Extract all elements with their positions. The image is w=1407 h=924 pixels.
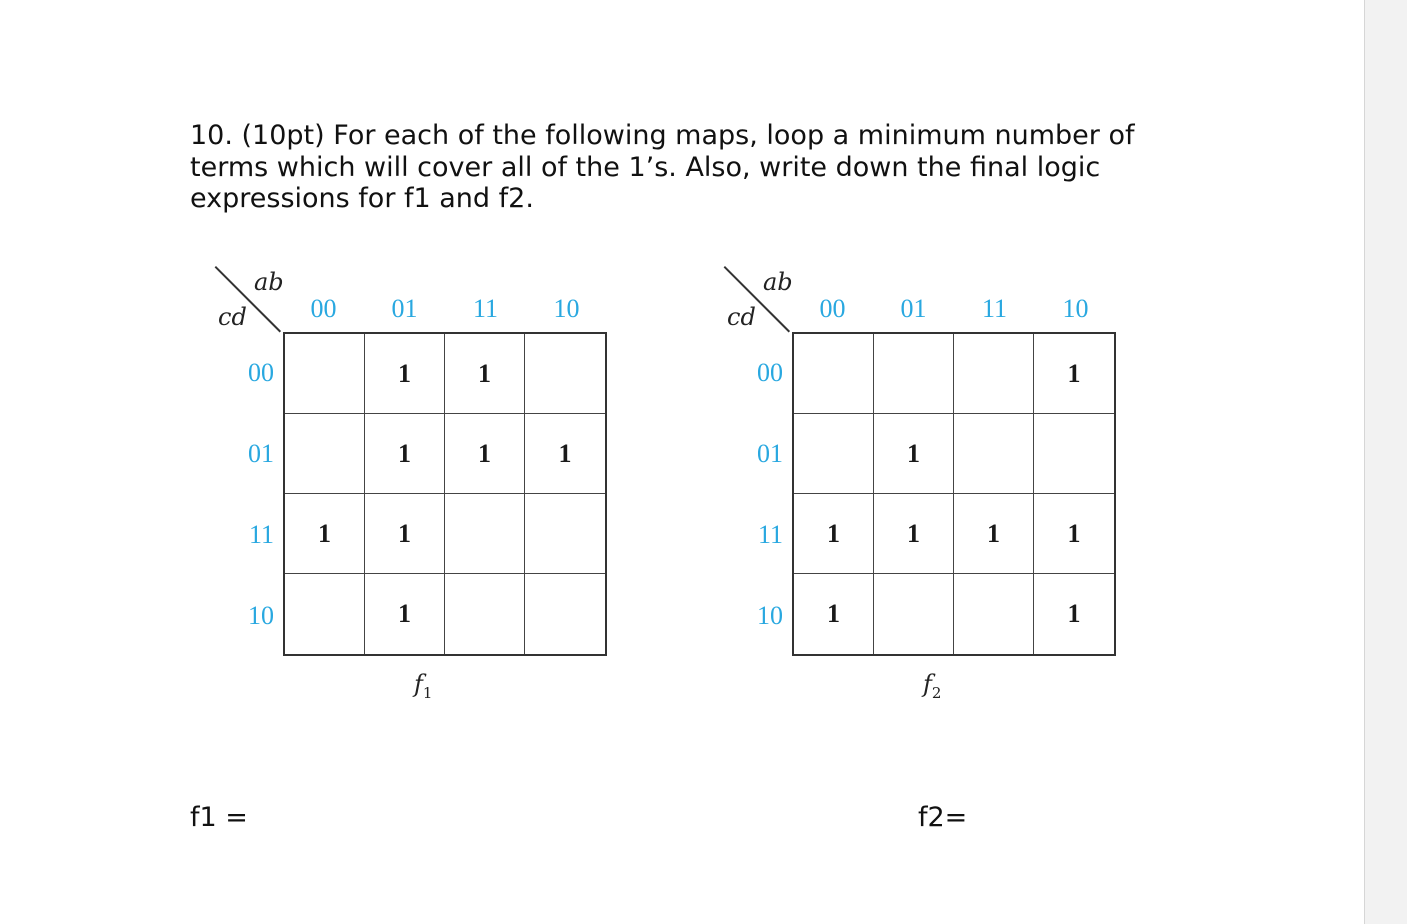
column-header: 01 [391, 294, 418, 323]
kmap-cell: 1 [874, 414, 954, 494]
kmap-cell: 1 [365, 414, 445, 494]
kmap-f1 [214, 260, 634, 720]
kmap-f2 [723, 260, 1143, 720]
kmap-cell: 1 [445, 414, 525, 494]
row-header: 10 [248, 601, 274, 630]
row-header: 11 [248, 520, 274, 549]
kmap-cell: 1 [525, 414, 605, 494]
kmap-cell: 1 [365, 494, 445, 574]
row-header: 01 [248, 439, 274, 468]
function-label [923, 670, 941, 702]
kmap-cell: 1 [365, 574, 445, 654]
kmap-grid [283, 332, 607, 656]
kmap-cell: 1 [285, 494, 365, 574]
column-header: 11 [981, 294, 1008, 323]
row-header: 11 [757, 520, 783, 549]
column-variable-label: ab [254, 268, 284, 296]
kmap-cell: 1 [445, 334, 525, 414]
column-header: 10 [1062, 294, 1089, 323]
function-name: f [923, 670, 932, 698]
row-header: 00 [757, 358, 783, 387]
question-line: expressions for f1 and f2. [190, 183, 534, 214]
kmap-cell [1034, 414, 1114, 494]
column-header: 00 [310, 294, 337, 323]
kmap-cell [285, 414, 365, 494]
kmap-cell [445, 494, 525, 574]
kmap-cell [954, 574, 1034, 654]
function-name: f [414, 670, 423, 698]
kmap-cell: 1 [794, 574, 874, 654]
kmap-cell [525, 574, 605, 654]
row-header: 01 [757, 439, 783, 468]
kmap-cell [874, 574, 954, 654]
column-header: 01 [900, 294, 927, 323]
column-header: 00 [819, 294, 846, 323]
kmap-cell [285, 574, 365, 654]
column-header: 11 [472, 294, 499, 323]
kmap-cell [874, 334, 954, 414]
answer-f1-label: f1 = [190, 802, 248, 833]
row-header: 00 [248, 358, 274, 387]
kmap-cell: 1 [365, 334, 445, 414]
kmap-cell [525, 334, 605, 414]
question-text [190, 120, 1190, 215]
kmap-cell [794, 334, 874, 414]
row-variable-label: cd [727, 303, 756, 331]
kmap-cell [525, 494, 605, 574]
kmap-cell [285, 334, 365, 414]
kmap-cell: 1 [1034, 494, 1114, 574]
kmap-cell: 1 [794, 494, 874, 574]
row-header: 10 [757, 601, 783, 630]
column-header: 10 [553, 294, 580, 323]
kmap-cell [445, 574, 525, 654]
kmap-cell [954, 334, 1034, 414]
kmap-cell [794, 414, 874, 494]
question-line: 10. (10pt) For each of the following maps, loop a minimum number of [190, 120, 1135, 151]
kmap-cell: 1 [954, 494, 1034, 574]
kmap-cell: 1 [1067, 599, 1081, 628]
question-line: terms which will cover all of the 1’s. Also, write down the final logic [190, 151, 1101, 183]
right-gutter [1364, 0, 1407, 924]
column-variable-label: ab [763, 268, 793, 296]
kmap-grid [792, 332, 1116, 656]
kmap-cell: 1 [874, 494, 954, 574]
kmap-cell: 1 [1034, 334, 1114, 414]
answer-f2-label: f2= [918, 802, 968, 833]
function-subscript: 1 [422, 683, 433, 702]
kmap-cell [954, 414, 1034, 494]
function-subscript: 2 [931, 683, 942, 702]
row-variable-label: cd [218, 303, 247, 331]
function-label [414, 670, 432, 702]
